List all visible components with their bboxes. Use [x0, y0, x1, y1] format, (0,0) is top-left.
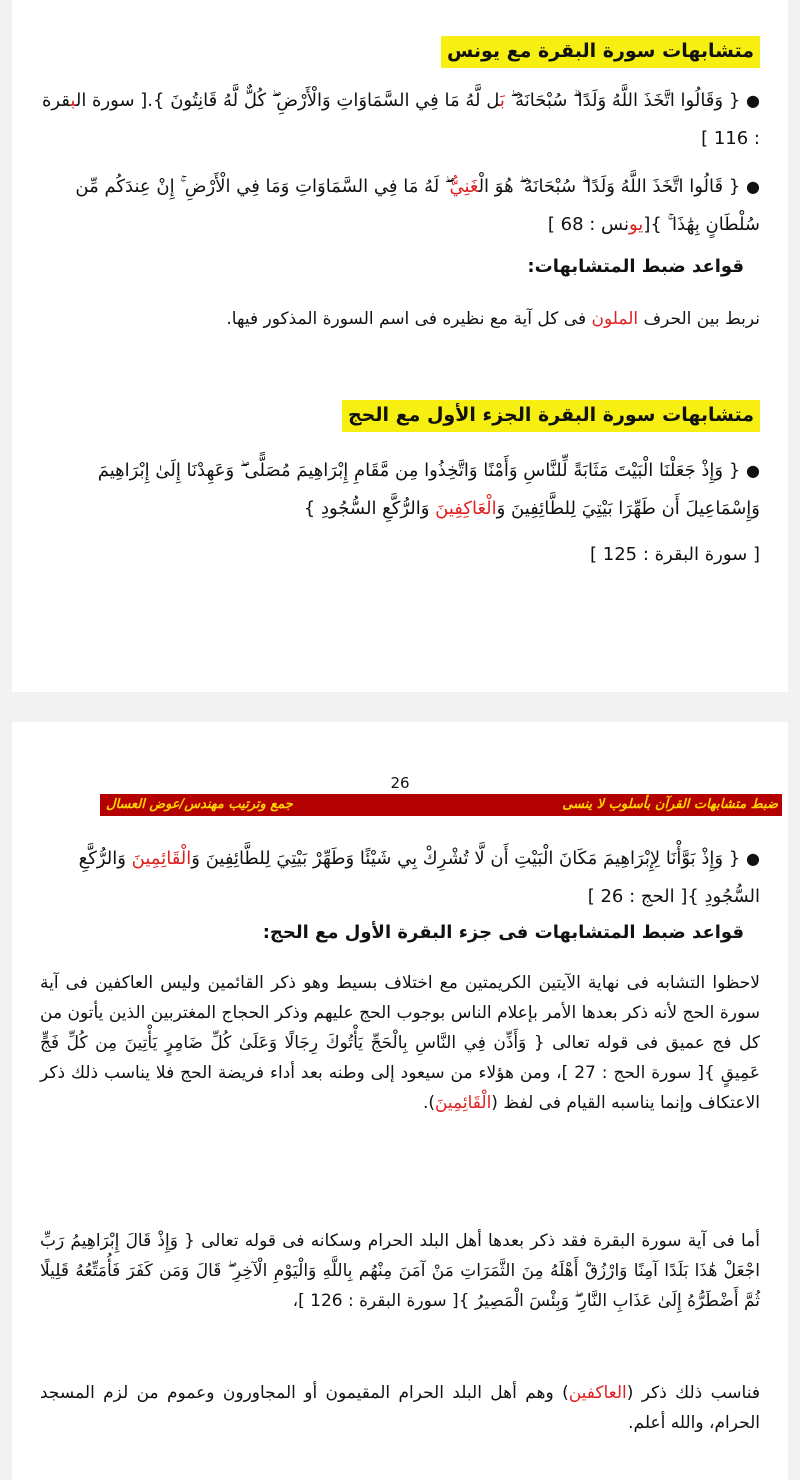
- document-page-2: [12, 722, 788, 1480]
- banner-author: جمع وترتيب مهندس/عوض العسال: [106, 797, 293, 812]
- explanation-paragraph-2: أما فى آية سورة البقرة فقد ذكر بعدها أهل البلد الحرام وسكانه فى قوله تعالى { وَإِذْ قَالَ إِبْرَاهِيمُ رَبِّ اجْعَلْ هَٰذَا بَلَدًا آمِنًا وَارْزُقْ أَهْلَهُ مِنَ الثَّمَرَاتِ مَنْ آمَنَ مِنْهُم بِاللَّهِ وَالْيَوْمِ الْآخِرِ ۖ قَالَ وَمَن كَفَرَ فَأُمَتِّعُهُ قَلِيلًا ثُمَّ أَضْطَرُّهُ إِلَىٰ عَذَابِ النَّارِ ۖ وَبِئْسَ الْمَصِيرُ }[ سورة البقرة : 126 ]،: [40, 1231, 760, 1311]
- page-number: 26: [390, 774, 410, 792]
- rules-title-hajj: قواعد ضبط المتشابهات فى جزء البقرة الأول مع الحج:: [262, 922, 744, 943]
- explanation-paragraph-1: لاحظوا التشابه فى نهاية الآيتين الكريمتين مع اختلاف بسيط وهو ذكر القائمين وليس العاكفين فى آية سورة الحج لأنه ذكر بعدها الأمر بإعلام الناس بوجوب الحج عليهم وذكر الحجاج المغتربين الذين يأتون من كل فج عميق فى قوله تعالى { وَأَذِّن فِي النَّاسِ بِالْحَجِّ يَأْتُوكَ رِجَالًا وَعَلَىٰ كُلِّ ضَامِرٍ يَأْتِينَ مِن كُلِّ فَجٍّ عَمِيقٍ }[ سورة الحج : 27 ]، ومن هؤلاء من سيعود إلى وطنه بعد أداء فريضة الحج فلا يناسب ذلك ذكر الاعتكاف وإنما يناسبه القيام فى لفظ (الْقَائِمِينَ).: [40, 973, 760, 1113]
- rule-text: نربط بين الحرف الملون فى كل آية مع نظيره فى اسم السورة المذكور فيها.: [226, 309, 760, 329]
- document-page-1: [12, 0, 788, 692]
- heading-baqarah-hajj: متشابهات سورة البقرة الجزء الأول مع الحج: [40, 400, 760, 432]
- verse-baqarah-116: ● { وَقَالُوا اتَّخَذَ اللَّهُ وَلَدًا ۗ سُبْحَانَهُ ۖ بَل لَّهُ مَا فِي السَّمَاوَاتِ وَالْأَرْضِ ۖ كُلٌّ لَّهُ قَانِتُونَ }.[ سورة البقرة : 116 ]: [41, 90, 760, 149]
- header-banner: [100, 794, 782, 816]
- rules-title: قواعد ضبط المتشابهات:: [527, 256, 744, 277]
- verse-baqarah-125: ● { وَإِذْ جَعَلْنَا الْبَيْتَ مَثَابَةً لِّلنَّاسِ وَأَمْنًا وَاتَّخِذُوا مِن مَّقَامِ إِبْرَاهِيمَ مُصَلًّى ۖ وَعَهِدْنَا إِلَىٰ إِبْرَاهِيمَ وَإِسْمَاعِيلَ أَن طَهِّرَا بَيْتِيَ لِلطَّائِفِينَ وَالْعَاكِفِينَ وَالرُّكَّعِ السُّجُودِ }: [97, 460, 760, 519]
- explanation-paragraph-3: فناسب ذلك ذكر (العاكفين) وهم أهل البلد الحرام المقيمون أو المجاورون وعموم من لزم المسجد الحرام، والله أعلم.: [40, 1383, 760, 1433]
- banner-title: ضبط متشابهات القرآن بأسلوب لا ينسى: [562, 797, 778, 812]
- verse-yunus-68: ● { قَالُوا اتَّخَذَ اللَّهُ وَلَدًا ۗ سُبْحَانَهُ ۖ هُوَ الْغَنِيُّ ۖ لَهُ مَا فِي السَّمَاوَاتِ وَمَا فِي الْأَرْضِ ۚ إِنْ عِندَكُم مِّن سُلْطَانٍ بِهَٰذَا ۚ }[يونس : 68 ]: [75, 176, 760, 235]
- heading-baqarah-yunus: متشابهات سورة البقرة مع يونس: [40, 36, 760, 68]
- verse-hajj-26: ● { وَإِذْ بَوَّأْنَا لِإِبْرَاهِيمَ مَكَانَ الْبَيْتِ أَن لَّا تُشْرِكْ بِي شَيْئًا وَطَهِّرْ بَيْتِيَ لِلطَّائِفِينَ وَالْقَائِمِينَ وَالرُّكَّعِ السُّجُودِ }[ الحج : 26 ]: [78, 848, 760, 907]
- verse-reference-125: [ سورة البقرة : 125 ]: [590, 544, 760, 565]
